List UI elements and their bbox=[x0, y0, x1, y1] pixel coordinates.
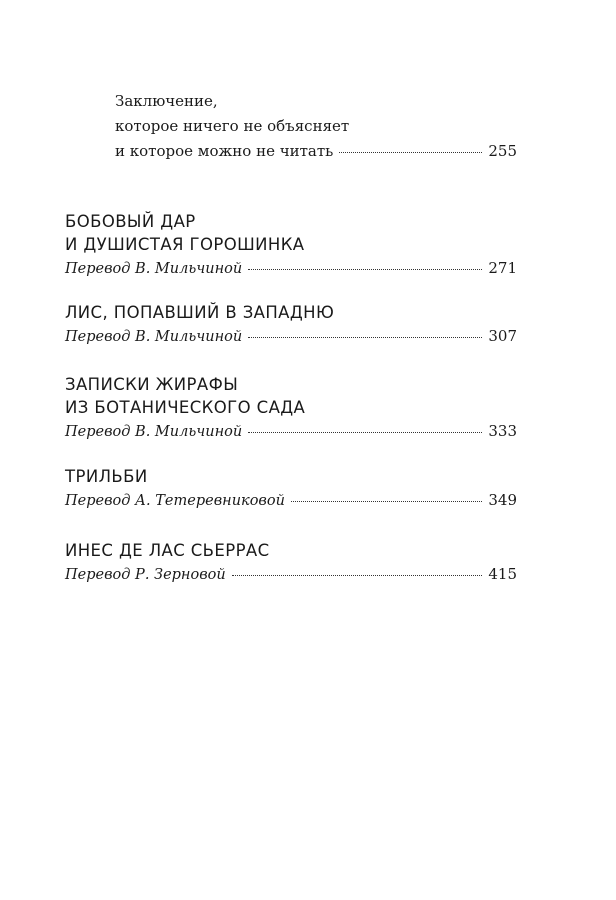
translator-credit: Перевод В. Мильчиной bbox=[65, 424, 243, 440]
page-number: 271 bbox=[488, 259, 517, 277]
dot-leader bbox=[339, 152, 482, 153]
page-number: 307 bbox=[488, 327, 517, 345]
toc-entry-title-line: ЛИС, ПОПАВШИЙ В ЗАПАДНЮ bbox=[65, 303, 335, 322]
toc-entry-title-line: И ДУШИСТАЯ ГОРОШИНКА bbox=[65, 235, 305, 254]
toc-entry-title-line: БОБОВЫЙ ДАР bbox=[65, 212, 196, 231]
page-number: 255 bbox=[488, 142, 517, 160]
toc-entry-title-line: ИЗ БОТАНИЧЕСКОГО САДА bbox=[65, 398, 306, 417]
toc-entry-translator-row[interactable] bbox=[65, 422, 517, 440]
toc-entry-title-line: ЗАПИСКИ ЖИРАФЫ bbox=[65, 375, 239, 394]
toc-entry-title-line: ИНЕС ДЕ ЛАС СЬЕРРАС bbox=[65, 541, 270, 560]
translator-credit: Перевод В. Мильчиной bbox=[65, 329, 243, 345]
translator-credit: Перевод Р. Зерновой bbox=[65, 567, 226, 583]
page-number: 349 bbox=[488, 491, 517, 509]
page-number: 333 bbox=[488, 422, 517, 440]
toc-intro-line-2: которое ничего не объясняет bbox=[115, 117, 350, 135]
toc-intro-entry[interactable] bbox=[115, 142, 517, 160]
toc-intro-line-1: Заключение, bbox=[115, 92, 218, 110]
toc-entry-translator-row[interactable] bbox=[65, 565, 517, 583]
toc-entry-translator-row[interactable] bbox=[65, 327, 517, 345]
dot-leader bbox=[232, 575, 483, 576]
toc-intro-line-3: и которое можно не читать bbox=[115, 142, 334, 160]
toc-entry-translator-row[interactable] bbox=[65, 259, 517, 277]
dot-leader bbox=[248, 432, 482, 433]
translator-credit: Перевод В. Мильчиной bbox=[65, 261, 243, 277]
translator-credit: Перевод А. Тетеревниковой bbox=[65, 493, 285, 509]
dot-leader bbox=[248, 269, 482, 270]
dot-leader bbox=[248, 337, 482, 338]
dot-leader bbox=[291, 501, 482, 502]
page-number: 415 bbox=[488, 565, 517, 583]
toc-entry-title-line: ТРИЛЬБИ bbox=[65, 467, 148, 486]
toc-entry-translator-row[interactable] bbox=[65, 491, 517, 509]
